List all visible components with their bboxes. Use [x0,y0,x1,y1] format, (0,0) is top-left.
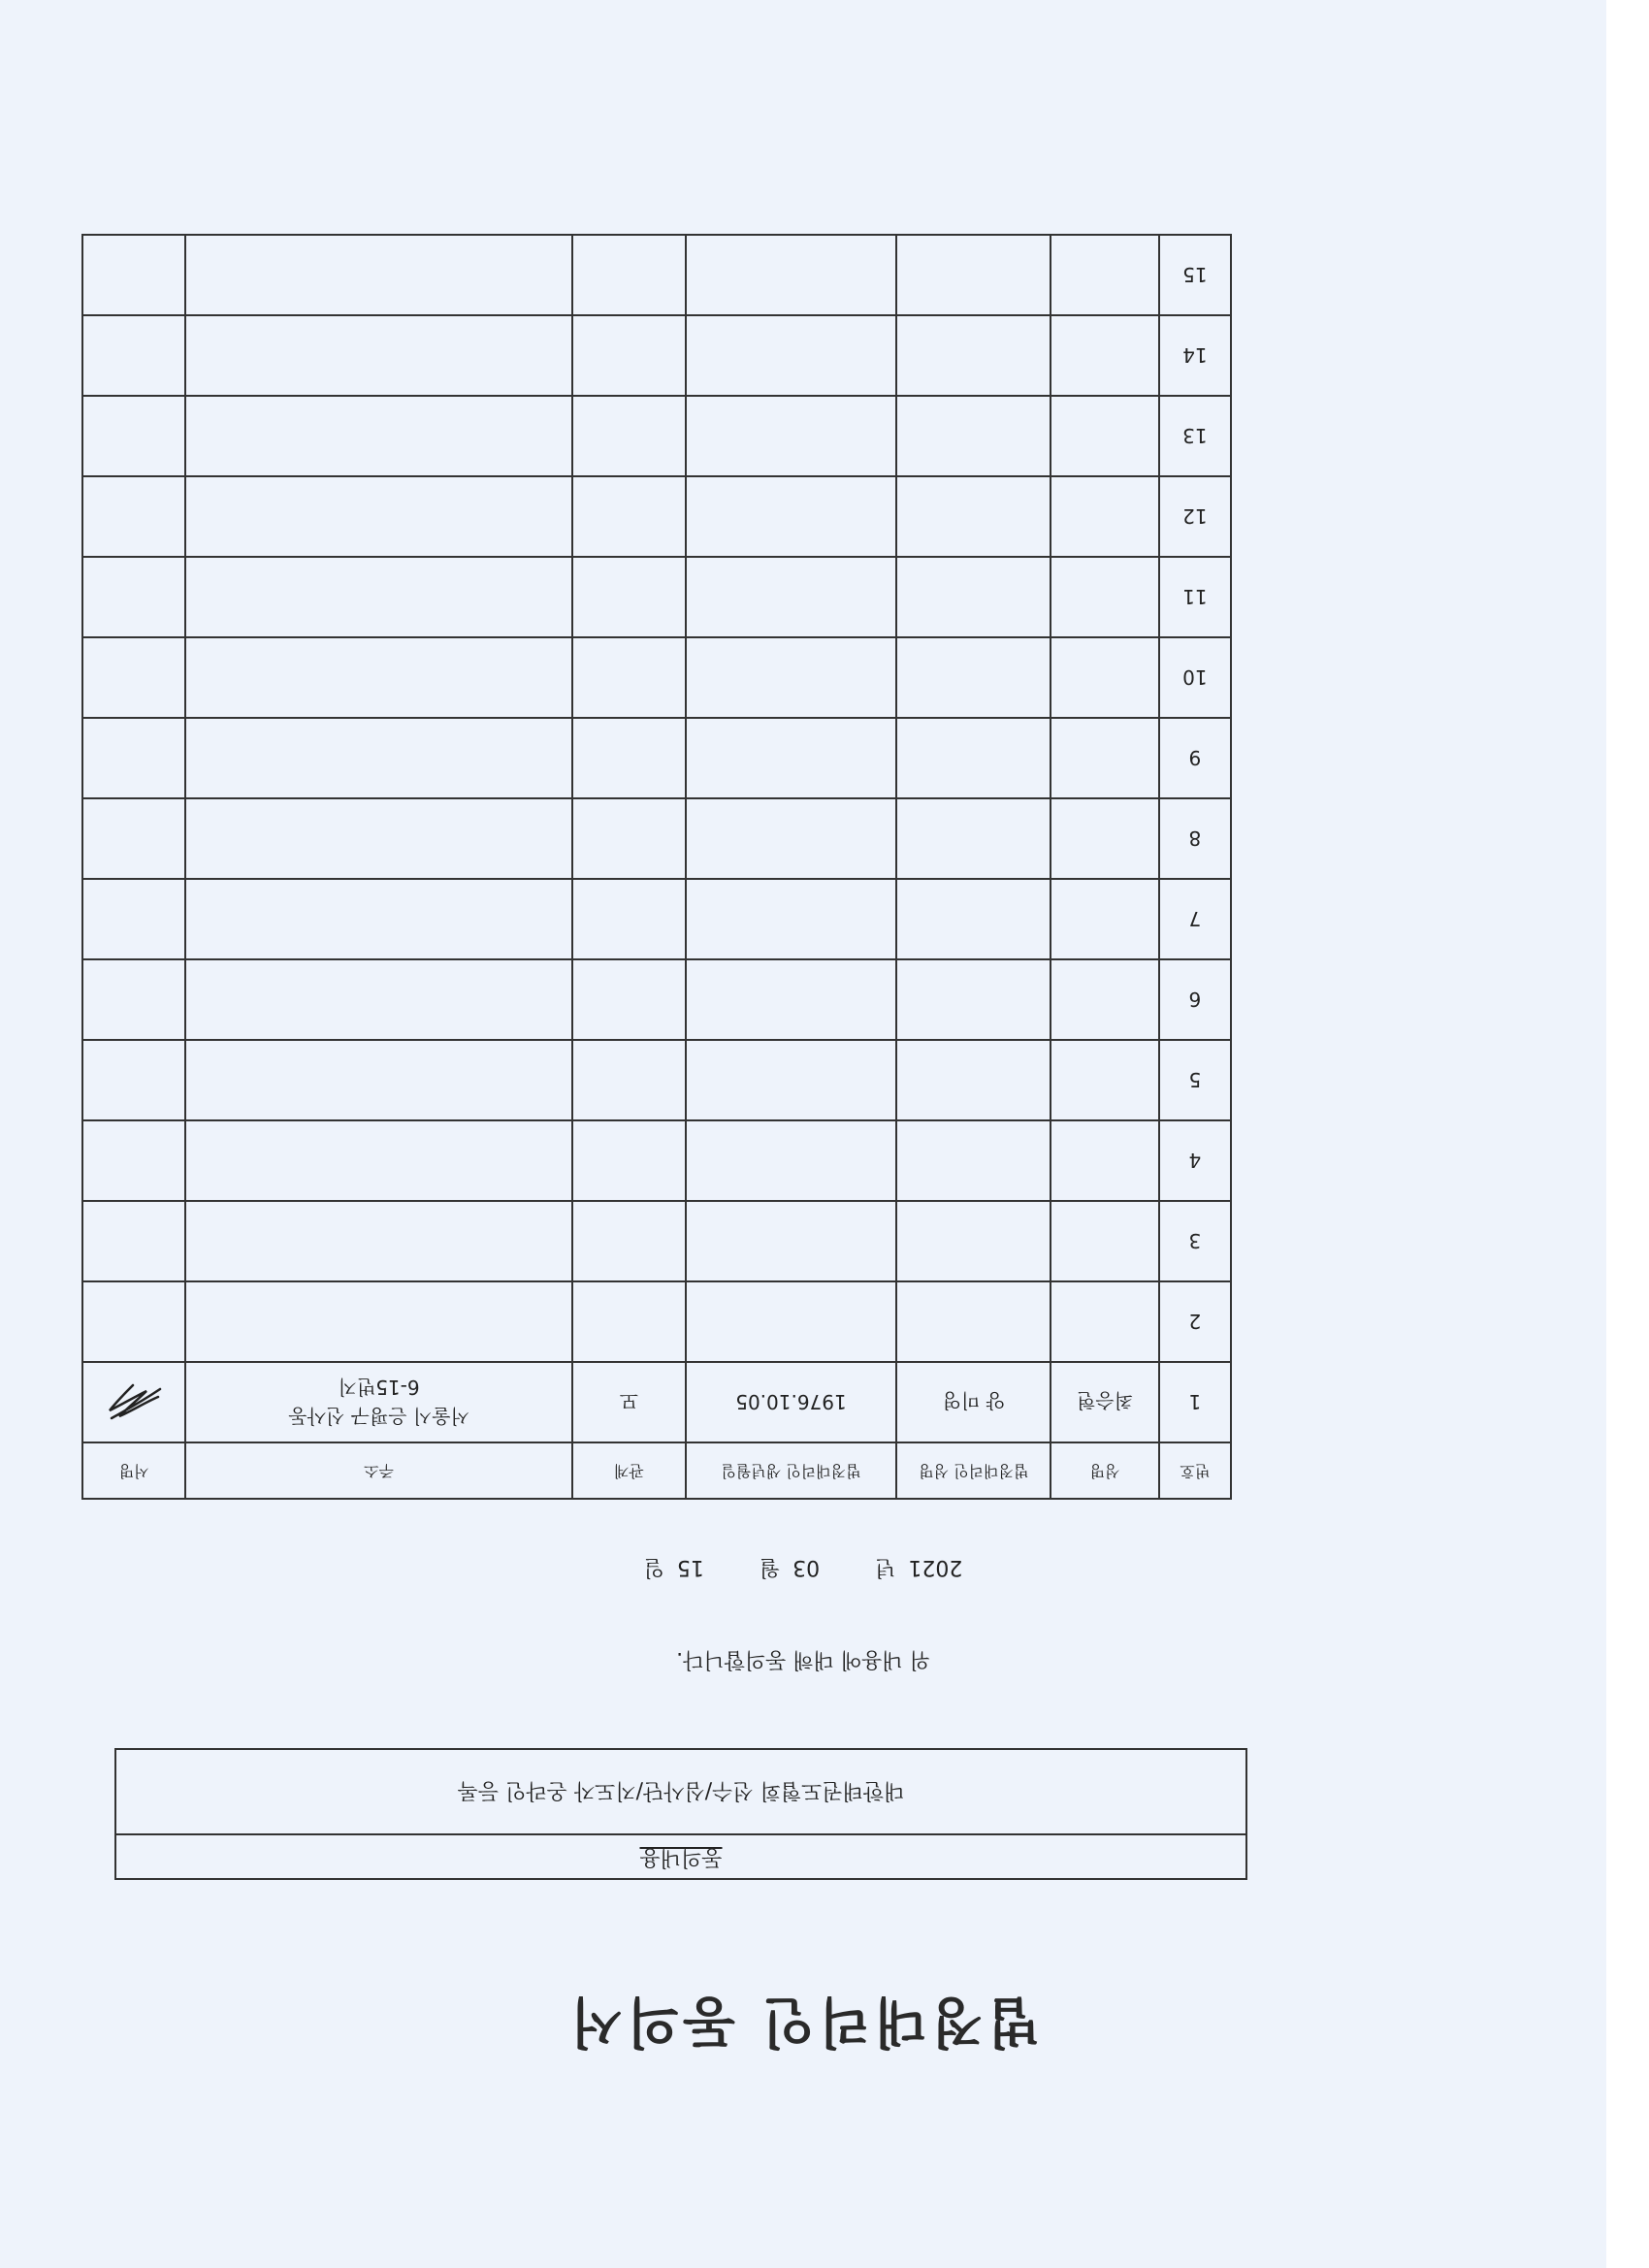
table-row [82,1040,1231,1120]
cell-guardian-birth [686,959,896,1040]
address-line-2: 6-15번지 [338,1376,420,1400]
cell-number: 1 [1159,1362,1231,1442]
table-row [82,1281,1231,1362]
consent-text: 대한태권도협회 선수/심사단/지도자 온라인 등록 [457,1778,905,1802]
cell-address [185,959,572,1040]
cell-guardian-name [896,798,1051,879]
date-month: 03 월 [759,1555,821,1579]
cell-signature [82,1281,185,1362]
cell-relation [572,798,686,879]
cell-signature [82,476,185,557]
cell-signature [82,315,185,396]
table-row [82,798,1231,879]
table-row [82,1362,1231,1442]
cell-name [1051,798,1158,879]
cell-address [185,1040,572,1120]
date-day: 15 일 [643,1555,704,1579]
table-row [82,959,1231,1040]
cell-signature [82,396,185,476]
cell-guardian-birth [686,315,896,396]
cell-address [185,718,572,798]
cell-guardian-name [896,476,1051,557]
cell-address [185,315,572,396]
cell-signature [82,235,185,315]
cell-number: 2 [1159,1281,1231,1362]
cell-guardian-birth [686,637,896,718]
cell-signature [82,798,185,879]
consent-header: 동의내용 [116,1833,1245,1878]
cell-guardian-name [896,557,1051,637]
cell-relation [572,1281,686,1362]
cell-number: 13 [1159,396,1231,476]
table-row [82,476,1231,557]
cell-number: 6 [1159,959,1231,1040]
cell-address [185,476,572,557]
address-line-1: 서울시 은평구 신사동 [288,1405,469,1429]
document-title: 법정대리인 동의서 [566,1990,1041,2053]
cell-name [1051,1120,1158,1201]
table-row [82,235,1231,315]
cell-relation [572,1040,686,1120]
cell-number: 7 [1159,879,1231,959]
cell-address [185,637,572,718]
cell-number: 9 [1159,718,1231,798]
cell-number: 15 [1159,235,1231,315]
cell-relation [572,879,686,959]
cell-guardian-name [896,1201,1051,1281]
cell-address [185,1281,572,1362]
cell-signature [82,1362,185,1442]
cell-signature [82,959,185,1040]
cell-address [185,1120,572,1201]
cell-name [1051,959,1158,1040]
cell-address [185,1362,572,1442]
cell-relation [572,718,686,798]
agreement-statement: 위 내용에 대해 동의합니다. [676,1647,930,1671]
cell-guardian-birth [686,1201,896,1281]
cell-guardian-birth [686,1040,896,1120]
cell-signature [82,557,185,637]
header-name: 성명 [1051,1442,1158,1499]
cell-name [1051,718,1158,798]
cell-number: 8 [1159,798,1231,879]
cell-number: 4 [1159,1120,1231,1201]
cell-relation [572,315,686,396]
cell-signature [82,1201,185,1281]
cell-guardian-birth [686,1281,896,1362]
header-number: 번호 [1159,1442,1231,1499]
cell-address [185,879,572,959]
cell-name [1051,315,1158,396]
cell-signature [82,879,185,959]
cell-guardian-name [896,879,1051,959]
cell-name [1051,637,1158,718]
date-line [0,1554,1606,1584]
cell-guardian-name [896,1120,1051,1201]
table-row [82,637,1231,718]
cell-name [1051,879,1158,959]
table-row [82,718,1231,798]
cell-guardian-name [896,235,1051,315]
cell-guardian-name [896,1040,1051,1120]
cell-signature [82,718,185,798]
cell-guardian-birth [686,879,896,959]
table-row [82,1120,1231,1201]
date-year: 2021 년 [875,1555,963,1579]
cell-number: 5 [1159,1040,1231,1120]
cell-number: 10 [1159,637,1231,718]
cell-name [1051,235,1158,315]
cell-name [1051,1281,1158,1362]
cell-name [1051,476,1158,557]
header-guardian-name: 법정대리인 성명 [896,1442,1051,1499]
cell-signature [82,1120,185,1201]
cell-name: 최승현 [1051,1362,1158,1442]
cell-address [185,235,572,315]
cell-guardian-birth [686,798,896,879]
cell-address [185,1201,572,1281]
cell-address [185,557,572,637]
table-header-row [82,1442,1231,1499]
header-signature: 서명 [82,1442,185,1499]
handwritten-signature [100,1378,168,1427]
cell-guardian-name [896,1281,1051,1362]
cell-relation [572,396,686,476]
cell-relation [572,235,686,315]
header-address: 주소 [185,1442,572,1499]
cell-guardian-birth [686,1120,896,1201]
cell-name [1051,1040,1158,1120]
cell-guardian-name: 양 미영 [896,1362,1051,1442]
table-row [82,396,1231,476]
guardian-table [81,234,1232,1500]
cell-address [185,396,572,476]
cell-number: 12 [1159,476,1231,557]
header-relation: 관계 [572,1442,686,1499]
cell-relation [572,476,686,557]
cell-relation [572,1120,686,1201]
table-body [82,235,1231,1442]
cell-guardian-birth [686,718,896,798]
cell-guardian-name [896,718,1051,798]
cell-name [1051,1201,1158,1281]
cell-guardian-name [896,637,1051,718]
cell-guardian-name [896,959,1051,1040]
cell-signature [82,1040,185,1120]
cell-number: 14 [1159,315,1231,396]
cell-guardian-name [896,315,1051,396]
cell-guardian-birth [686,396,896,476]
table-row [82,1201,1231,1281]
table-row [82,879,1231,959]
cell-number: 3 [1159,1201,1231,1281]
cell-guardian-birth [686,557,896,637]
cell-guardian-name [896,396,1051,476]
cell-address [185,798,572,879]
cell-name [1051,396,1158,476]
header-guardian-birth: 법정대리인 생년월일 [686,1442,896,1499]
cell-number: 11 [1159,557,1231,637]
cell-guardian-birth [686,476,896,557]
cell-relation: 모 [572,1362,686,1442]
cell-signature [82,637,185,718]
table-row [82,315,1231,396]
cell-guardian-birth: 1976.10.05 [686,1362,896,1442]
cell-relation [572,1201,686,1281]
cell-guardian-birth [686,235,896,315]
consent-box [114,1748,1247,1880]
cell-relation [572,959,686,1040]
cell-name [1051,557,1158,637]
table-row [82,557,1231,637]
cell-relation [572,637,686,718]
cell-relation [572,557,686,637]
